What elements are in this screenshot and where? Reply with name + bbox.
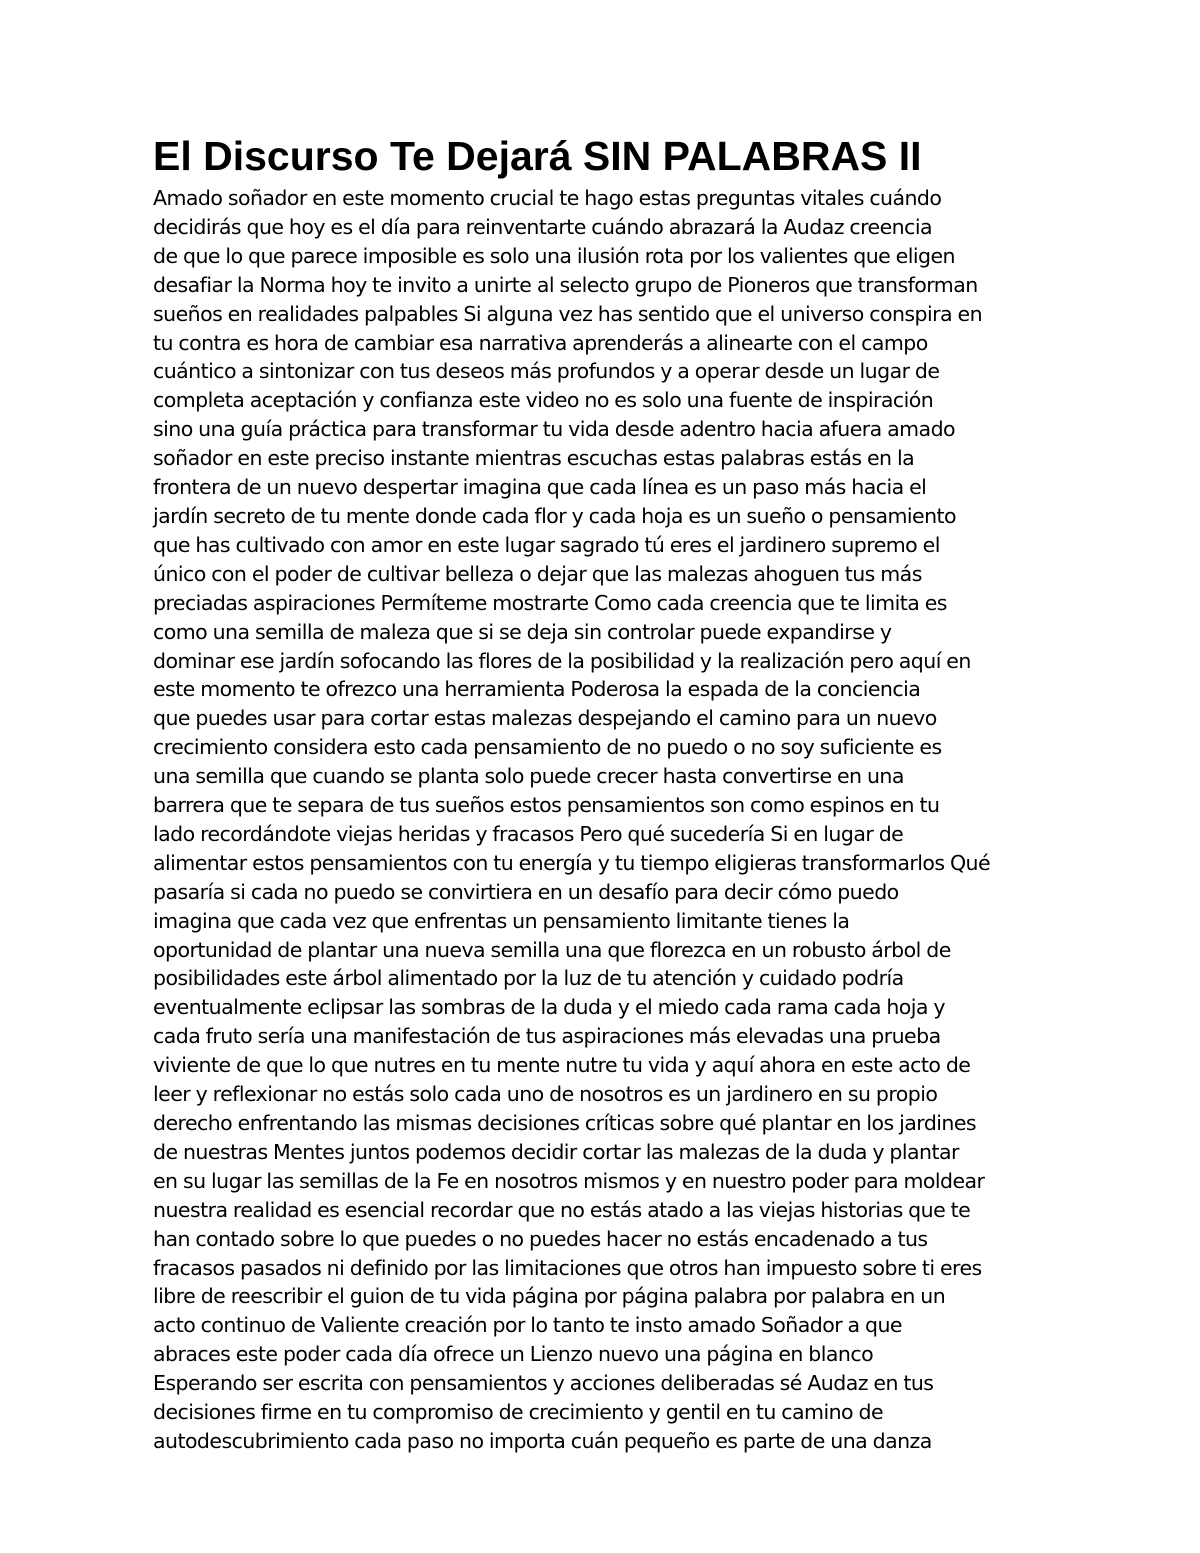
body-line: lado recordándote viejas heridas y fracasos Pero qué sucedería Si en lugar de <box>153 821 904 846</box>
body-line: una semilla que cuando se planta solo puede crecer hasta convertirse en una <box>153 764 904 789</box>
body-line: oportunidad de plantar una nueva semilla una que florezca en un robusto árbol de <box>153 937 951 962</box>
body-line: que has cultivado con amor en este lugar sagrado tú eres el jardinero supremo el <box>153 532 940 557</box>
body-line: viviente de que lo que nutres en tu mente nutre tu vida y aquí ahora en este acto de <box>153 1053 971 1078</box>
body-line: crecimiento considera esto cada pensamiento de no puedo o no soy suficiente es <box>153 735 942 760</box>
body-line: desafiar la Norma hoy te invito a unirte al selecto grupo de Pioneros que transforman <box>153 272 978 297</box>
body-line: este momento te ofrezco una herramienta Poderosa la espada de la conciencia <box>153 677 921 702</box>
document-body <box>153 184 1153 1456</box>
body-line: que puedes usar para cortar estas malezas despejando el camino para un nuevo <box>153 706 937 731</box>
body-line: completa aceptación y confianza este video no es solo una fuente de inspiración <box>153 388 934 413</box>
body-line: posibilidades este árbol alimentado por la luz de tu atención y cuidado podría <box>153 966 904 991</box>
body-line: Esperando ser escrita con pensamientos y acciones deliberadas sé Audaz en tus <box>153 1371 934 1396</box>
document-title: El Discurso Te Dejará SIN PALABRAS II <box>153 133 922 179</box>
body-line: frontera de un nuevo despertar imagina que cada línea es un paso más hacia el <box>153 475 927 500</box>
body-line: decisiones firme en tu compromiso de crecimiento y gentil en tu camino de <box>153 1400 884 1425</box>
body-line: han contado sobre lo que puedes o no puedes hacer no estás encadenado a tus <box>153 1226 928 1251</box>
body-line: único con el poder de cultivar belleza o dejar que las malezas ahoguen tus más <box>153 561 922 586</box>
body-line: imagina que cada vez que enfrentas un pensamiento limitante tienes la <box>153 908 850 933</box>
body-line: leer y reflexionar no estás solo cada uno de nosotros es un jardinero en su propio <box>153 1082 938 1107</box>
body-line: Amado soñador en este momento crucial te hago estas preguntas vitales cuándo <box>153 186 942 210</box>
body-line: preciadas aspiraciones Permíteme mostrarte Como cada creencia que te limita es <box>153 590 947 615</box>
body-line: soñador en este preciso instante mientras escuchas estas palabras estás en la <box>153 446 915 471</box>
body-line: tu contra es hora de cambiar esa narrativa aprenderás a alinearte con el campo <box>153 330 928 355</box>
body-line: sueños en realidades palpables Si alguna vez has sentido que el universo conspira en <box>153 301 983 326</box>
body-line: sino una guía práctica para transformar tu vida desde adentro hacia afuera amado <box>153 417 956 442</box>
body-line: cuántico a sintonizar con tus deseos más profundos y a operar desde un lugar de <box>153 359 940 384</box>
body-line: autodescubrimiento cada paso no importa cuán pequeño es parte de una danza <box>153 1428 932 1453</box>
body-line: dominar ese jardín sofocando las flores de la posibilidad y la realización pero aquí en <box>153 648 971 673</box>
body-line: decidirás que hoy es el día para reinventarte cuándo abrazará la Audaz creencia <box>153 214 932 239</box>
body-line: como una semilla de maleza que si se deja sin controlar puede expandirse y <box>153 619 892 644</box>
body-line: pasaría si cada no puedo se convirtiera en un desafío para decir cómo puedo <box>153 879 899 904</box>
body-line: acto continuo de Valiente creación por lo tanto te insto amado Soñador a que <box>153 1313 902 1338</box>
body-line: nuestra realidad es esencial recordar que no estás atado a las viejas historias que te <box>153 1197 971 1222</box>
body-line: alimentar estos pensamientos con tu energía y tu tiempo eligieras transformarlos Qué <box>153 850 991 875</box>
body-line: libre de reescribir el guion de tu vida página por página palabra por palabra en un <box>153 1284 946 1309</box>
body-line: barrera que te separa de tus sueños estos pensamientos son como espinos en tu <box>153 793 940 818</box>
body-line: cada fruto sería una manifestación de tus aspiraciones más elevadas una prueba <box>153 1024 941 1049</box>
body-line: fracasos pasados ni definido por las limitaciones que otros han impuesto sobre ti eres <box>153 1255 982 1280</box>
body-line: eventualmente eclipsar las sombras de la duda y el miedo cada rama cada hoja y <box>153 995 945 1020</box>
body-line: derecho enfrentando las mismas decisiones críticas sobre qué plantar en los jardines <box>153 1111 977 1135</box>
body-line: abraces este poder cada día ofrece un Lienzo nuevo una página en blanco <box>153 1342 874 1367</box>
body-line: de que lo que parece imposible es solo una ilusión rota por los valientes que eligen <box>153 243 955 268</box>
body-line: jardín secreto de tu mente donde cada flor y cada hoja es un sueño o pensamiento <box>153 503 957 528</box>
body-line: de nuestras Mentes juntos podemos decidir cortar las malezas de la duda y plantar <box>153 1139 959 1164</box>
body-line: en su lugar las semillas de la Fe en nosotros mismos y en nuestro poder para moldear <box>153 1168 985 1193</box>
